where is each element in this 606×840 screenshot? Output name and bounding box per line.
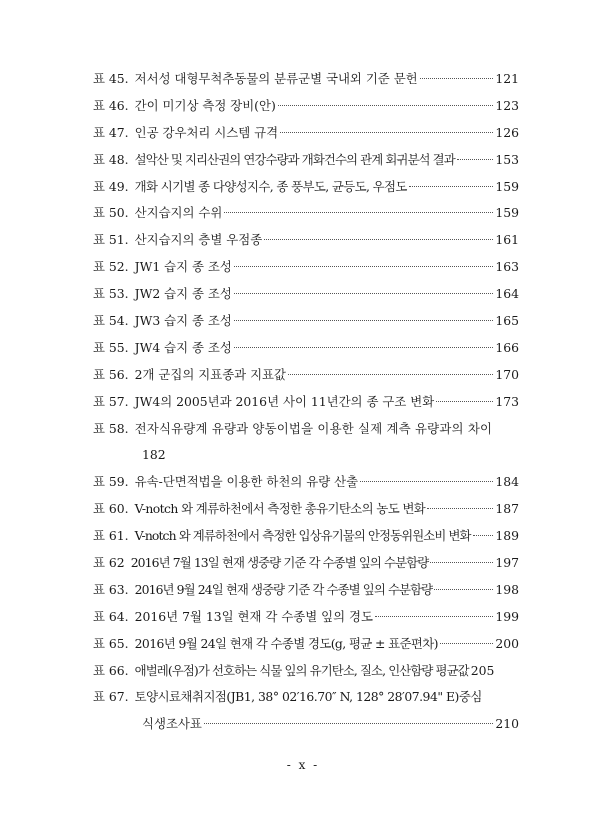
table-number: 표 65.	[93, 635, 129, 651]
table-title: V-notch 와 계류하천에서 측정한 입상유기물의 안정동위원소비 변화	[134, 528, 471, 544]
toc-entry[interactable]	[93, 684, 519, 738]
table-number: 표 57.	[93, 393, 129, 409]
table-title: JW1 습지 종 조성	[134, 259, 232, 275]
table-number: 표 63.	[93, 581, 129, 597]
page-number: 126	[495, 124, 519, 140]
page-number: 164	[495, 286, 519, 302]
page-number: 153	[495, 151, 519, 167]
table-number: 표 49.	[93, 178, 129, 194]
page-number: 210	[495, 716, 519, 732]
dot-leader	[473, 535, 494, 536]
table-title: V-notch 와 계류하천에서 측정한 총유기탄소의 농도 변화	[134, 501, 426, 517]
toc-entry[interactable]	[93, 308, 519, 335]
table-title: 개화 시기별 종 다양성지수, 종 풍부도, 균등도, 우점도	[134, 178, 407, 194]
toc-entry[interactable]	[93, 496, 519, 523]
table-number: 표 58.	[93, 420, 129, 436]
table-number: 표 59.	[93, 474, 129, 490]
table-number: 표 53.	[93, 286, 129, 302]
toc-entry[interactable]	[93, 416, 519, 470]
table-number: 표 55.	[93, 339, 129, 355]
table-title: JW3 습지 종 조성	[134, 313, 232, 329]
table-number: 표 47.	[93, 124, 129, 140]
table-number: 표 60.	[93, 501, 129, 517]
dot-leader	[234, 320, 493, 321]
page-number: 187	[495, 501, 519, 517]
table-title: 2개 군집의 지표종과 지표값	[134, 366, 286, 382]
toc-entry[interactable]	[93, 604, 519, 631]
dot-leader	[264, 239, 493, 240]
page-number: 173	[495, 393, 519, 409]
table-title: 애벌레(우점)가 선호하는 식물 잎의 유기탄소, 질소, 인산함량 평균값	[134, 662, 469, 678]
dot-leader	[234, 266, 493, 267]
page-number: 121	[495, 71, 519, 86]
table-number: 표 52.	[93, 259, 129, 275]
table-number: 표 66.	[93, 662, 129, 678]
table-title: 2016년 7월 13일 현재 각 수종별 잎의 경도	[134, 608, 373, 624]
dot-leader	[234, 347, 493, 348]
dot-leader	[457, 159, 494, 160]
toc-entry[interactable]	[93, 362, 519, 389]
table-title: 저서성 대형무척추동물의 분류군별 국내외 기준 문헌	[134, 71, 418, 86]
dot-leader	[224, 212, 493, 213]
toc-entry[interactable]	[93, 550, 519, 577]
table-title-continued: 식생조사표	[142, 716, 202, 732]
dot-leader	[204, 723, 493, 724]
table-number: 표 51.	[93, 232, 129, 248]
toc-entry[interactable]	[93, 389, 519, 416]
page-number: 184	[495, 474, 519, 490]
page-number: 161	[495, 232, 519, 248]
toc-entry[interactable]	[93, 227, 519, 254]
table-of-tables	[93, 66, 519, 738]
dot-leader	[288, 374, 493, 375]
table-title: 토양시료채취지점(JB1, 38° 02′16.70″ N, 128° 28′07.94" E)중심	[134, 689, 482, 705]
page-number: 170	[495, 366, 519, 382]
dot-leader	[234, 293, 493, 294]
toc-entry[interactable]	[93, 147, 519, 174]
toc-entry[interactable]	[93, 577, 519, 604]
table-title: 산지습지의 수위	[134, 205, 223, 221]
dot-leader	[409, 186, 494, 187]
page-number: 159	[495, 205, 519, 221]
toc-entry[interactable]	[93, 66, 519, 93]
page-footer-number: - x -	[286, 758, 320, 772]
table-title: JW2 습지 종 조성	[134, 286, 232, 302]
page-number: 198	[495, 581, 519, 597]
table-title: 2016년 7월 13일 현재 생중량 기준 각 수종별 잎의 수분함량	[130, 555, 429, 571]
dot-leader	[430, 562, 493, 563]
table-title: 2016년 9월 24일 현재 생중량 기준 각 수종별 잎의 수분함량	[134, 581, 433, 597]
table-number: 표 45.	[93, 71, 129, 86]
toc-entry[interactable]	[93, 469, 519, 496]
dot-leader	[280, 132, 493, 133]
dot-leader	[427, 508, 493, 509]
table-title: 2016년 9월 24일 현재 각 수종별 경도(g, 평균 ± 표준편차)	[134, 635, 438, 651]
table-number: 표 61.	[93, 528, 129, 544]
page-number: 165	[495, 313, 519, 329]
table-title: 산지습지의 층별 우점종	[134, 232, 263, 248]
page-number: 163	[495, 259, 519, 275]
dot-leader	[420, 78, 494, 79]
toc-entry[interactable]	[93, 281, 519, 308]
toc-entry[interactable]	[93, 120, 519, 147]
dot-leader	[440, 643, 493, 644]
toc-entry[interactable]	[93, 200, 519, 227]
page-number: 123	[495, 97, 519, 113]
dot-leader	[434, 589, 493, 590]
table-title: 설악산 및 지리산권의 연강수량과 개화건수의 관계 회귀분석 결과	[134, 151, 455, 167]
table-title: 유속-단면적법을 이용한 하천의 유량 산출	[134, 474, 359, 490]
toc-entry[interactable]	[93, 631, 519, 658]
page-number: 199	[495, 608, 519, 624]
toc-entry[interactable]	[93, 174, 519, 201]
page-number: 166	[495, 339, 519, 355]
table-number: 표 64.	[93, 608, 129, 624]
table-number: 표 46.	[93, 97, 129, 113]
toc-entry[interactable]	[93, 254, 519, 281]
toc-entry[interactable]	[93, 93, 519, 120]
table-number: 표 62	[93, 555, 125, 571]
table-title: 간이 미기상 측정 장비(안)	[134, 97, 276, 113]
table-number: 표 50.	[93, 205, 129, 221]
dot-leader	[278, 105, 494, 106]
toc-entry[interactable]	[93, 523, 519, 550]
table-number: 표 67.	[93, 689, 129, 705]
toc-entry[interactable]	[93, 658, 519, 685]
dot-leader	[375, 616, 493, 617]
page-number: 205	[470, 662, 495, 678]
table-number: 표 48.	[93, 151, 129, 167]
table-title: 인공 강우처리 시스템 규격	[134, 124, 279, 140]
table-title: JW4 습지 종 조성	[134, 339, 232, 355]
page-number: 182	[142, 447, 166, 463]
dot-leader	[360, 481, 493, 482]
toc-entry[interactable]	[93, 335, 519, 362]
page-number: 200	[495, 635, 519, 651]
table-title: JW4의 2005년과 2016년 사이 11년간의 종 구조 변화	[134, 393, 435, 409]
table-number: 표 54.	[93, 313, 129, 329]
table-title: 전자식유량계 유량과 양동이법을 이용한 실제 계측 유량과의 차이	[134, 420, 493, 436]
table-number: 표 56.	[93, 366, 129, 382]
page-number: 197	[495, 555, 519, 571]
page-number: 159	[495, 178, 519, 194]
dot-leader	[436, 401, 493, 402]
page-number: 189	[495, 528, 519, 544]
